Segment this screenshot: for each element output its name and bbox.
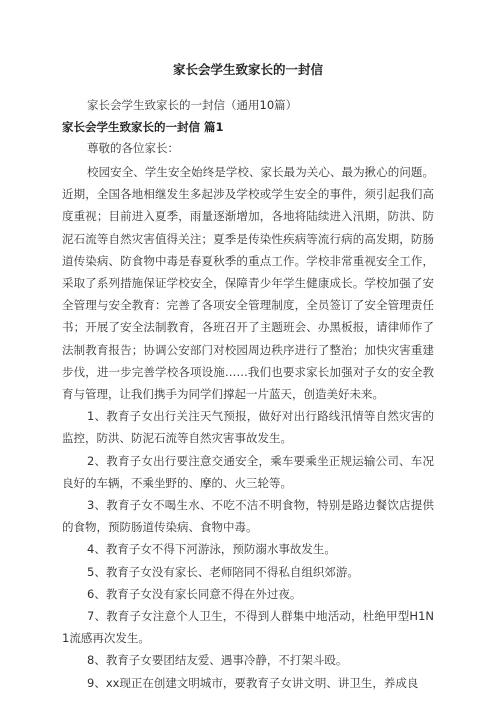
intro-paragraph: 校园安全、学生安全始终是学校、家长最为关心、最为揪心的问题。近期，全国各地相继发生多起涉及学校或学生安全的事件，须引起我们高度重视；目前进入夏季，雨量逐渐增加，各地将陆续进入汛期，防洪、防泥石流等自然灾害值得关注；夏季是传染性疾病等流行病的高发期，防肠道传染病、防食物中毒是春夏秋季的重点工作。学校非常重视安全工作，采取了系列措施保证学校安全，保障青少年学生健康成长。学校加强了安全管理与安全教育：完善了各项安全管理制度，全员签订了安全管理责任书；开展了安全法制教育，各班召开了主题班会、办黑板报，请律师作了法制教育报告；协调公安部门对校园周边秩序进行了整治；加快灾害重建步伐，进一步完善学校各项设施……我们也要求家长加强对子女的安全教育与管理，让我们携手为同学们撑起一片蓝天，创造美好未来。: [62, 165, 434, 402]
list-item: 6、教育子女没有家长同意不得在外过夜。: [87, 586, 302, 601]
document-subtitle: 家长会学生致家长的一封信（通用10篇）: [87, 98, 298, 112]
list-item: 4、教育子女不得下河游泳，预防溺水事故发生。: [87, 542, 336, 557]
list-item: 9、xx现正在创建文明城市，要教育子女讲文明、讲卫生，养成良: [87, 675, 419, 690]
list-item: 2、教育子女出行要注意交通安全，乘车要乘坐正规运输公司、车况良好的车辆，不乘坐野的、摩的、火三轮等。: [62, 453, 434, 490]
list-item: 1、教育子女出行关注天气预报，做好对出行路线汛情等自然灾害的监控，防洪、防泥石流等自然灾害事故发生。: [62, 409, 434, 446]
document-title: 家长会学生致家长的一封信: [172, 62, 323, 77]
list-item: 8、教育子女要团结友爱、遇事冷静，不打架斗殴。: [87, 653, 348, 668]
list-item: 5、教育子女没有家长、老师陪同不得私自组织郊游。: [87, 564, 359, 579]
greeting: 尊敬的各位家长：: [87, 141, 179, 155]
list-item: 3、教育子女不喝生水、不吃不洁不明食物，特别是路边餐饮店提供的食物，预防肠道传染病、食物中毒。: [62, 498, 434, 535]
list-item: 7、教育子女注意个人卫生，不得到人群集中地活动，杜绝甲型H1N1流感再次发生。: [62, 609, 434, 646]
section-heading: 家长会学生致家长的一封信 篇1: [62, 120, 224, 134]
